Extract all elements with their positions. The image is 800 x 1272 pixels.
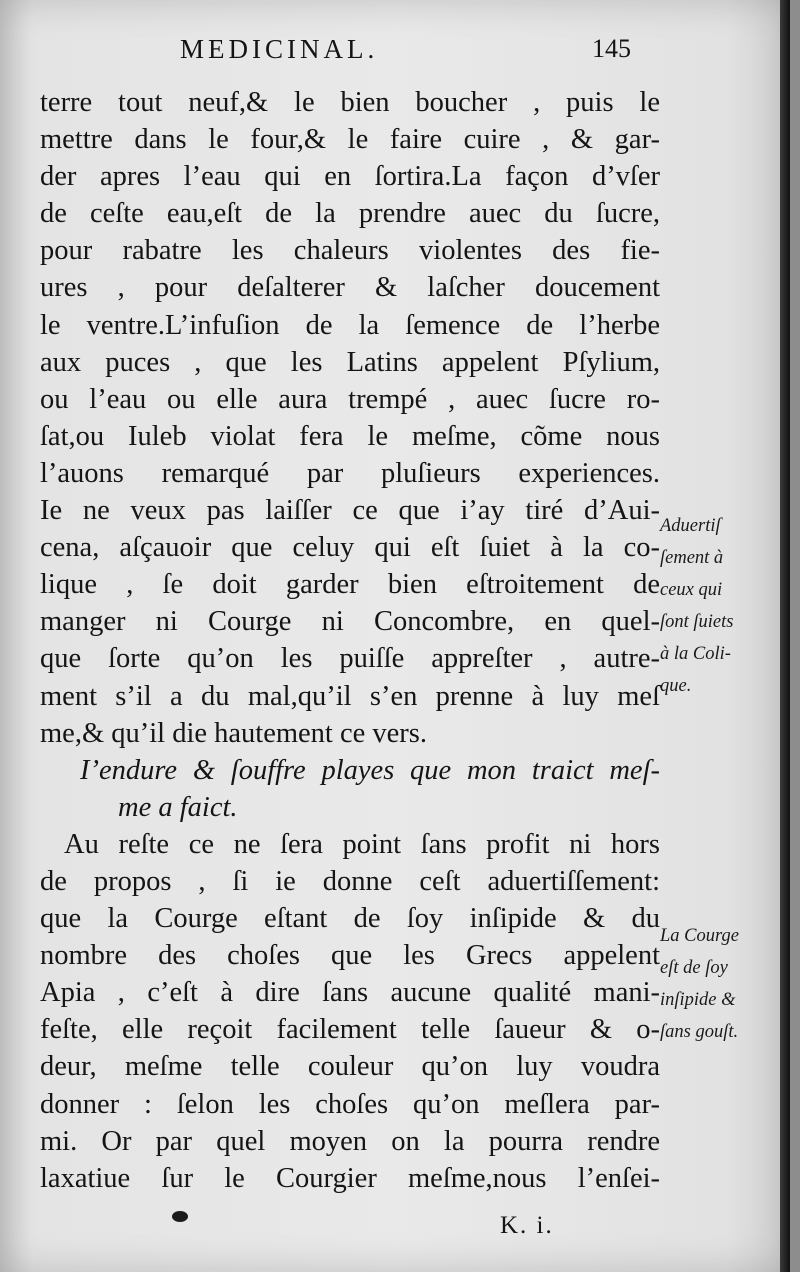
text-line: laxatiue ſur le Courgier meſme,nous l’enſei- xyxy=(40,1162,660,1194)
margin-note-line: ſement à xyxy=(660,548,724,568)
text-line: me,& qu’il die hautement ce vers. xyxy=(40,717,427,749)
text-line: Au reſte ce ne ſera point ſans profit ni hors xyxy=(64,828,660,860)
text-line: manger ni Courge ni Concombre, en quel- xyxy=(40,606,660,638)
margin-note-line: eſt de ſoy xyxy=(660,958,728,978)
verse-line: me a faict. xyxy=(118,791,238,823)
text-line: terre tout neuf,& le bien boucher , puis le xyxy=(40,87,660,118)
running-title: MEDICINAL. xyxy=(180,34,379,64)
text-line: ment s’il a du mal,qu’il s’en prenne à luy meſ xyxy=(40,680,660,712)
page-header xyxy=(0,34,790,74)
text-line: feſte, elle reçoit facilement telle ſaueur & o- xyxy=(40,1014,660,1046)
text-line: ſat,ou Iuleb violat fera le meſme, cõme nous xyxy=(40,420,660,452)
page-number: 145 xyxy=(592,34,631,63)
margin-note-courge xyxy=(660,920,780,1048)
margin-note-line: inſipide & xyxy=(660,990,736,1010)
text-line: Ie ne veux pas laiſſer ce que i’ay tiré d’Aui- xyxy=(40,495,660,527)
text-line: que ſorte qu’on les puiſſe appreſter , autre- xyxy=(40,643,660,675)
text-line: cena, aſçauoir que celuy qui eſt ſuiet à la co- xyxy=(40,532,660,564)
text-line: ures , pour deſalterer & laſcher doucement xyxy=(40,272,660,304)
text-line: mettre dans le four,& le faire cuire , & gar- xyxy=(40,124,660,156)
text-line: aux puces , que les Latins appelent Pſylium, xyxy=(40,346,660,378)
margin-note-line: ſans gouſt. xyxy=(660,1022,739,1042)
text-line: nombre des choſes que les Grecs appelent xyxy=(40,940,660,972)
margin-note-line: ceux qui xyxy=(660,580,723,600)
text-line: lique , ſe doit garder bien eſtroitement de xyxy=(40,569,660,601)
text-line: der apres l’eau qui en ſortira.La façon d’vſer xyxy=(40,161,660,193)
margin-note-line: que. xyxy=(660,676,692,696)
text-line: mi. Or par quel moyen on la pourra rendre xyxy=(40,1125,660,1157)
ink-blot xyxy=(172,1211,188,1222)
margin-note-line: ſont ſuiets xyxy=(660,612,734,632)
main-text-block xyxy=(40,84,660,1197)
margin-note-line: à la Coli- xyxy=(660,644,731,664)
text-line: l’auons remarqué par pluſieurs experiences. xyxy=(40,457,660,489)
text-line: pour rabatre les chaleurs violentes des fie- xyxy=(40,235,660,267)
signature-mark: K. i. xyxy=(500,1212,554,1239)
page-edge-shadow xyxy=(780,0,790,1272)
margin-note-line: La Courge xyxy=(660,926,739,946)
text-line: le ventre.L’infuſion de la ſemence de l’herbe xyxy=(40,309,660,341)
text-line: ou l’eau ou elle aura trempé , auec ſucre ro- xyxy=(40,383,660,415)
margin-note-colique xyxy=(660,510,780,702)
verse-line: I’endure & ſouffre playes que mon traict meſ- xyxy=(80,754,660,786)
text-line: que la Courge eſtant de ſoy inſipide & du xyxy=(40,903,660,935)
text-line: de propos , ſi ie donne ceſt aduertiſſement: xyxy=(40,865,660,897)
text-line: Apia , c’eſt à dire ſans aucune qualité mani- xyxy=(40,977,660,1009)
text-line: donner : ſelon les choſes qu’on meſlera par- xyxy=(40,1088,660,1120)
margin-note-line: Aduertiſ xyxy=(660,516,721,536)
text-line: de ceſte eau,eſt de la prendre auec du ſucre, xyxy=(40,198,660,230)
text-line: deur, meſme telle couleur qu’on luy voudra xyxy=(40,1051,660,1083)
